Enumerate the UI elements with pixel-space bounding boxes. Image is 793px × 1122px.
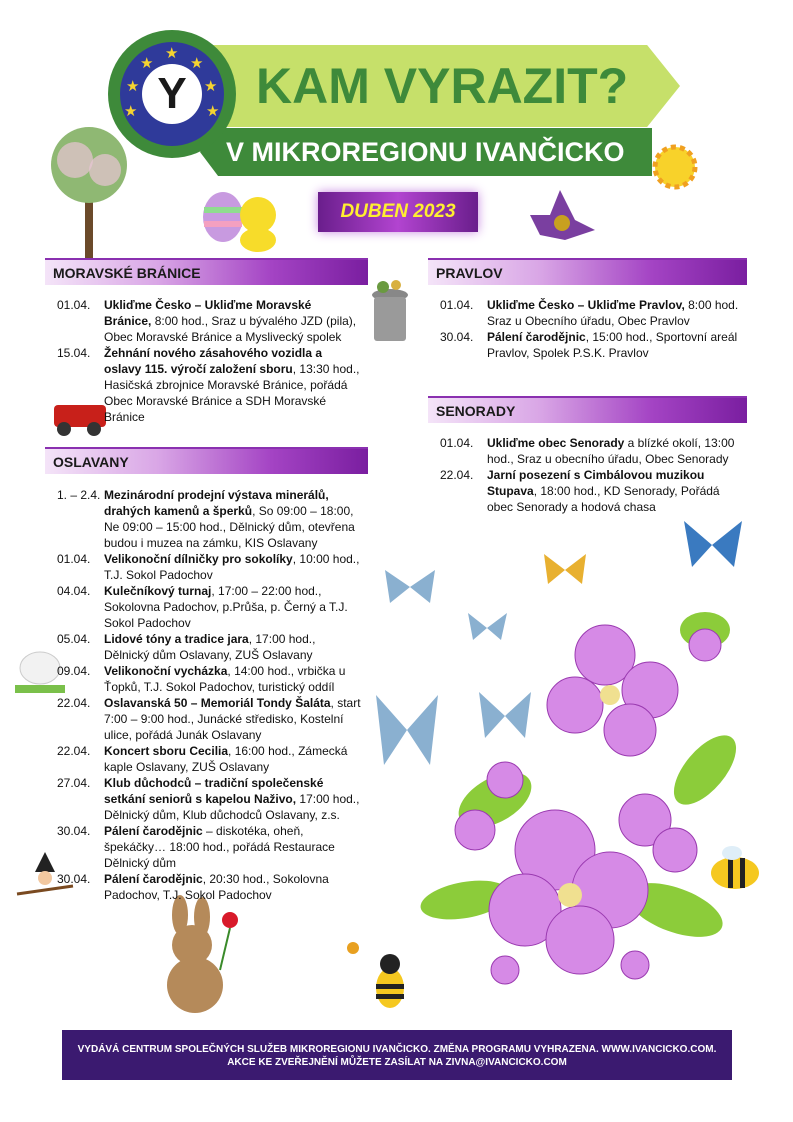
event-list-senorady [440, 435, 745, 515]
event-title: Ukliďme obec Senorady [487, 436, 625, 450]
event-details: , 17:00 – 22:00 hod., Sokolovna Padochov, p.Průša, p. Černý a T.J. Sokol Padochov [104, 584, 348, 630]
footer-line-2: AKCE KE ZVEŘEJNĚNÍ MŮŽETE ZASÍLAT NA ZIVNA@IVANCICKO.COM [227, 1057, 567, 1068]
event-title: Koncert sboru Cecilia [104, 744, 229, 758]
event-title: Ukliďme Česko – Ukliďme Moravské Bránice, [104, 298, 312, 328]
event-description [104, 823, 362, 871]
event-title: Velikonoční vycházka [104, 664, 228, 678]
event-item [57, 551, 362, 583]
month-badge [318, 192, 478, 232]
event-details: , 18:00 hod., KD Senorady, Pořádá obec Senorady a hodová chasa [487, 484, 720, 514]
logo-emblem-icon: Y [142, 64, 202, 124]
event-description [104, 345, 362, 425]
event-details: , 17:00 hod., Dělnický dům Oslavany, ZUŠ Oslavany [104, 632, 316, 662]
section-title: MORAVSKÉ BRÁNICE [53, 265, 201, 281]
event-details: , So 09:00 – 18:00, Ne 09:00 – 15:00 hod., Dělnický dům, otevřena budou i muzea na zámku, KIS Oslavany [104, 504, 355, 550]
trash-bin-icon [368, 275, 413, 345]
event-date: 05.04. [57, 632, 91, 646]
tree-icon [45, 120, 135, 260]
event-item [57, 345, 362, 425]
event-title: Kulečníkový turnaj [104, 584, 212, 598]
event-date: 22.04. [57, 744, 91, 758]
event-date: 30.04. [57, 872, 91, 886]
event-title: Jarní posezení s Cimbálovou muzikou Stupava [487, 468, 705, 498]
event-item [57, 297, 362, 345]
section-header-moravske-branice [45, 258, 368, 285]
event-title: Pálení čarodějnic [104, 824, 203, 838]
event-date: 30.04. [57, 824, 91, 838]
event-item [440, 467, 745, 515]
event-details: , 20:30 hod., Sokolovna Padochov, T.J. Sokol Padochov [104, 872, 329, 902]
event-details: , 16:00 hod., Zámecká kaple Oslavany, ZUŠ Oslavany [104, 744, 348, 774]
event-description [104, 631, 362, 663]
event-date: 30.04. [440, 330, 474, 344]
section-title: SENORADY [436, 403, 516, 419]
event-date: 01.04. [57, 298, 91, 312]
event-description [104, 695, 362, 743]
event-details: 8:00 hod., Sraz u bývalého JZD (pila), Obec Moravské Bránice a Myslivecký spolek [104, 314, 357, 344]
event-item [57, 775, 362, 823]
event-description [104, 297, 362, 345]
butterfly-icon [680, 515, 745, 575]
event-item [57, 631, 362, 663]
event-list-moravske-branice [57, 297, 362, 425]
event-title: Lidové tóny a tradice jara [104, 632, 249, 646]
event-date: 09.04. [57, 664, 91, 678]
month-label: DUBEN 2023 [340, 201, 456, 222]
event-item [440, 297, 745, 329]
event-title: Mezinárodní prodejní výstava minerálů, drahých kamenů a šperků [104, 488, 329, 518]
event-description [104, 663, 362, 695]
event-date: 22.04. [440, 468, 474, 482]
event-date: 22.04. [57, 696, 91, 710]
event-details: 8:00 hod. Sraz u Obecního úřadu, Obec Pravlov [487, 298, 739, 328]
event-date: 01.04. [440, 436, 474, 450]
event-date: 01.04. [440, 298, 474, 312]
event-item [57, 583, 362, 631]
section-title: PRAVLOV [436, 265, 503, 281]
event-list-oslavany [57, 487, 362, 903]
event-item [57, 743, 362, 775]
event-date: 1. – 2.4. [57, 488, 101, 502]
event-date: 04.04. [57, 584, 91, 598]
event-description [104, 551, 362, 583]
event-list-pravlov [440, 297, 745, 361]
event-details: , 14:00 hod., vrbička u Ťopků, T.J. Sokol Padochov, turistický oddíl [104, 664, 346, 694]
event-title: Žehnání nového zásahového vozidla a oslavy 115. výročí založení sboru [104, 346, 323, 376]
event-description [487, 435, 745, 467]
event-details: 17:00 hod., Dělnický dům, Klub důchodců Oslavany, z.s. [104, 792, 360, 822]
event-description [104, 583, 362, 631]
section-header-oslavany [45, 447, 368, 474]
event-item [57, 663, 362, 695]
sun-icon [650, 130, 700, 205]
event-item [57, 823, 362, 871]
butterfly-icon [540, 550, 590, 590]
event-title: Klub důchodců – tradiční společenské setkání seniorů s kapelou Naživo, [104, 776, 324, 806]
event-date: 01.04. [57, 552, 91, 566]
event-title: Pálení čarodějnic [104, 872, 203, 886]
event-details: , 15:00 hod., Sportovní areál Pravlov, Spolek P.S.K. Pravlov [487, 330, 738, 360]
event-title: Oslavanská 50 – Memoriál Tondy Šaláta [104, 696, 331, 710]
event-description [104, 871, 362, 903]
event-item [440, 435, 745, 467]
event-item [440, 329, 745, 361]
event-item [57, 487, 362, 551]
event-description [487, 467, 745, 515]
footer [62, 1030, 732, 1080]
event-details: , 10:00 hod., T.J. Sokol Padochov [104, 552, 360, 582]
event-description [104, 775, 362, 823]
event-details: – diskotéka, oheň, špekáčky… 18:00 hod., pořádá Restaurace Dělnický dům [104, 824, 335, 870]
event-date: 27.04. [57, 776, 91, 790]
section-header-pravlov [428, 258, 747, 285]
page-subtitle: V MIKROREGIONU IVANČICKO [226, 137, 625, 167]
event-title: Ukliďme Česko – Ukliďme Pravlov, [487, 298, 685, 312]
event-title: Pálení čarodějnic [487, 330, 586, 344]
event-details: , 13:30 hod., Hasičská zbrojnice Moravské Bránice, pořádá Obec Moravské Bránice a SDH Moravské Bránice [104, 362, 360, 424]
event-item [57, 871, 362, 903]
section-title: OSLAVANY [53, 454, 129, 470]
event-item [57, 695, 362, 743]
event-description [104, 487, 362, 551]
pasque-flower-icon [520, 185, 600, 255]
event-details: , start 7:00 – 9:00 hod., Junácké středisko, Kostelní ulice, pořádá Junák Oslavany [104, 696, 361, 742]
section-header-senorady [428, 396, 747, 423]
event-description [487, 329, 745, 361]
event-description [487, 297, 745, 329]
page-title: KAM VYRAZIT? [256, 58, 629, 114]
bunny-icon [140, 895, 250, 1015]
event-title: Velikonoční dílničky pro sokolíky [104, 552, 293, 566]
apple-blossom-illustration [405, 600, 775, 1000]
event-description [104, 743, 362, 775]
logo: ★ ★ ★ ★ ★ ★ ★ Y [108, 30, 236, 158]
event-details: a blízké okolí, 13:00 hod., Sraz u obecního úřadu, Obec Senorady [487, 436, 735, 466]
easter-chick-icon [198, 185, 283, 255]
footer-line-1: VYDÁVÁ CENTRUM SPOLEČNÝCH SLUŽEB MIKROREGIONU IVANČICKO. ZMĚNA PROGRAMU VYHRAZENA. WWW.IVANCICKO.COM. [77, 1044, 717, 1055]
event-date: 15.04. [57, 346, 91, 360]
